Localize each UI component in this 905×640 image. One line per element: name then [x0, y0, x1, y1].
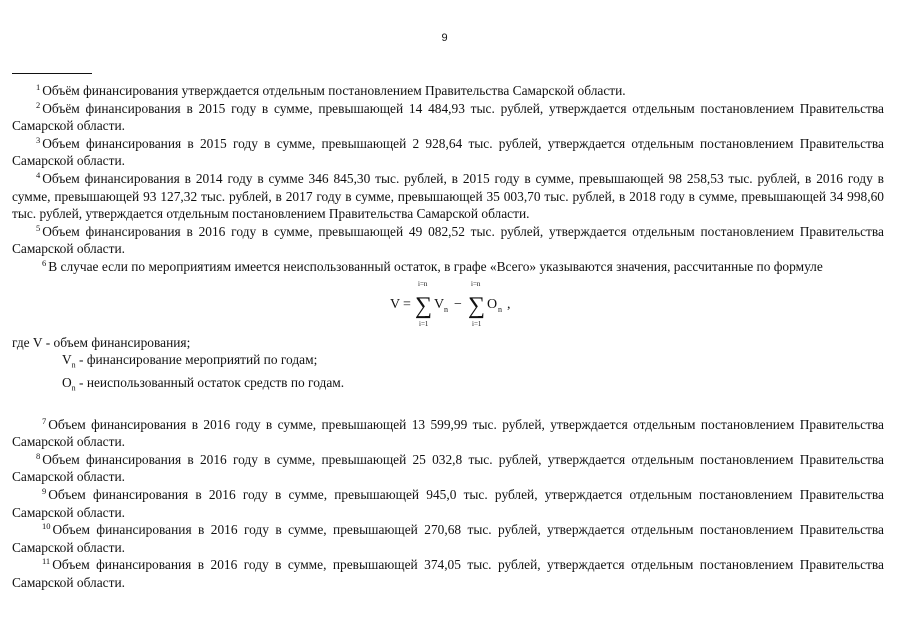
formula-term1-sub: n	[444, 304, 448, 314]
footnote-text: Объем финансирования в 2016 году в сумме, превышающей 374,05 тыс. рублей, утверждается отдельным постановлением Правительства Самарской области.	[12, 557, 884, 590]
definition-on	[62, 374, 884, 397]
footnote-text: Объем финансирования в 2016 году в сумме, превышающей 25 032,8 тыс. рублей, утверждается отдельным постановлением Правительства Самарской области.	[12, 451, 884, 485]
footnote-5	[12, 223, 884, 258]
footnote-9	[12, 486, 884, 521]
footnote-text: В случае если по мероприятиям имеется неиспользованный остаток, в графе «Всего» указываются значения, рассчитанные по формуле	[48, 258, 823, 274]
footnotes-block	[12, 82, 884, 592]
footnote-marker: 7	[42, 415, 47, 426]
page-number: 9	[441, 32, 448, 44]
footnote-marker: 8	[36, 450, 41, 461]
footnote-marker: 1	[36, 82, 41, 92]
footnote-marker: 4	[36, 169, 41, 180]
def-symbol-sub: n	[71, 384, 76, 394]
formula	[12, 276, 884, 334]
formula-term2: O	[487, 296, 498, 312]
footnote-marker: 10	[42, 521, 51, 532]
where-intro: где V - объем финансирования;	[12, 334, 191, 350]
sum2-upper-limit: i=n	[471, 279, 481, 288]
footnote-marker: 2	[36, 99, 41, 110]
footnote-1	[12, 82, 884, 100]
formula-term2-sub: n	[498, 304, 502, 314]
formula-term1: V	[434, 296, 445, 312]
sum1-lower-limit: i=1	[419, 319, 429, 328]
footnote-text: Объем финансирования в 2016 году в сумме, превышающей 49 082,52 тыс. рублей, утверждается отдельным постановлением Правительства Самарской области.	[12, 223, 884, 257]
footnote-marker: 6	[42, 257, 47, 268]
footnote-marker: 3	[36, 134, 41, 145]
footnote-text: Объём финансирования утверждается отдельным постановлением Правительства Самарской области.	[42, 83, 626, 98]
sum1-upper-limit: i=n	[418, 279, 428, 288]
footnote-10	[12, 521, 884, 556]
footnote-3	[12, 135, 884, 170]
footnote-8	[12, 451, 884, 486]
formula-svg	[390, 276, 540, 334]
sum2-sigma-icon: ∑	[468, 292, 486, 319]
footnote-2	[12, 100, 884, 135]
def-text: - финансирование мероприятий по годам;	[75, 352, 318, 368]
footnote-4	[12, 170, 884, 223]
footnote-6	[12, 258, 884, 276]
def-symbol: O	[62, 375, 72, 391]
formula-comma: ,	[507, 296, 511, 312]
def-text: - неиспользованный остаток средств по годам.	[75, 375, 345, 391]
footnote-text: Объем финансирования в 2015 году в сумме, превышающей 2 928,64 тыс. рублей, утверждается отдельным постановлением Правительства Самарской области.	[12, 135, 884, 169]
footnote-11	[12, 556, 884, 591]
definition-vn	[62, 351, 884, 374]
footnote-separator	[12, 73, 92, 74]
spacer	[12, 398, 884, 416]
footnote-text: Объем финансирования в 2016 году в сумме, превышающей 945,0 тыс. рублей, утверждается отдельным постановлением Правительства Самарской области.	[12, 487, 884, 520]
footnote-text: Объем финансирования в 2016 году в сумме, превышающей 13 599,99 тыс. рублей, утверждается отдельным постановлением Правительства Самарской области.	[12, 416, 884, 450]
footnote-text: Объем финансирования в 2016 году в сумме, превышающей 270,68 тыс. рублей, утверждается отдельным постановлением Правительства Самарской области.	[12, 522, 884, 555]
footnote-text: Объем финансирования в 2014 году в сумме 346 845,30 тыс. рублей, в 2015 году в сумме, превышающей 98 258,53 тыс. рублей, в 2016 году в сумме, превышающей 93 127,32 тыс. рублей, в 2017 году в сумме, превышающей 35 003,70 тыс. рублей, в 2018 году в сумме, превышающей 34 998,60 тыс. рублей, утверждается отдельным постановлением Правительства Самарской области.	[12, 170, 884, 222]
footnote-marker: 11	[42, 556, 51, 567]
formula-equals: =	[403, 296, 411, 312]
footnote-text: Объём финансирования в 2015 году в сумме, превышающей 14 484,93 тыс. рублей, утверждается отдельным постановлением Правительства Самарской области.	[12, 100, 884, 134]
sum2-lower-limit: i=1	[472, 319, 482, 328]
footnote-marker: 9	[42, 486, 47, 497]
sum1-sigma-icon: ∑	[415, 292, 433, 319]
footnote-marker: 5	[36, 222, 41, 233]
def-symbol: V	[62, 352, 72, 368]
formula-minus: −	[454, 296, 462, 312]
def-symbol-sub: n	[71, 360, 76, 370]
formula-lhs: V	[390, 296, 401, 312]
footnote-7	[12, 416, 884, 451]
